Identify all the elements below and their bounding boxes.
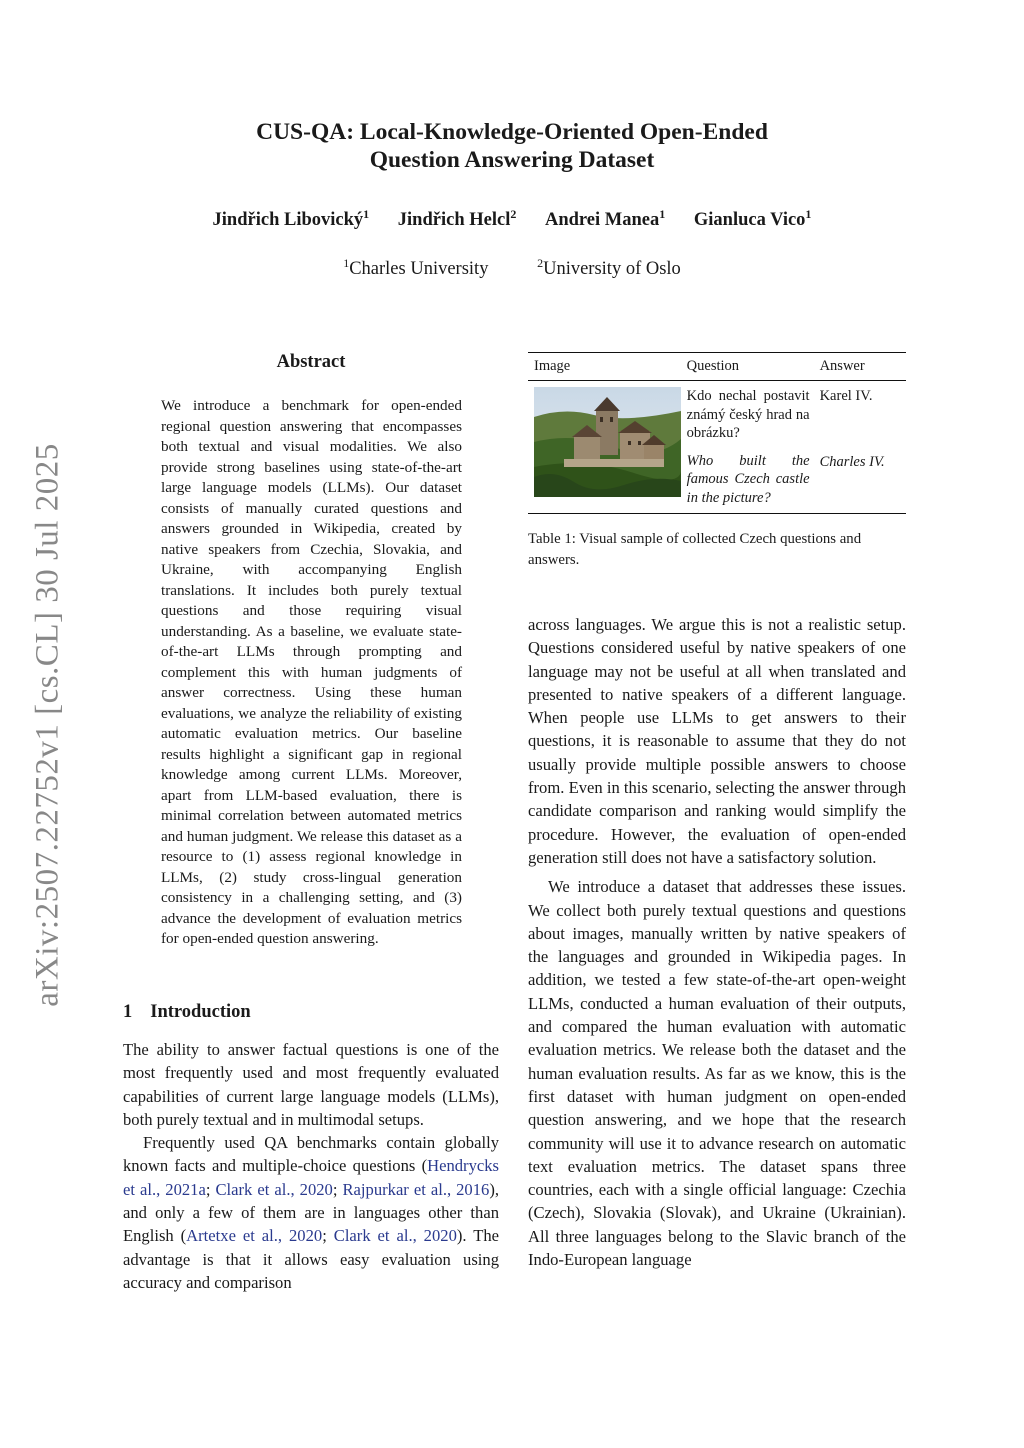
title-line-1: CUS-QA: Local-Knowledge-Oriented Open-Ended xyxy=(256,119,768,145)
table-cell-image xyxy=(528,387,687,507)
table-bottom-rule xyxy=(528,513,906,514)
answer-english: Charles IV. xyxy=(819,453,885,470)
author-1: Jindřich Libovický$^1$ xyxy=(212,206,370,230)
citation-hendrycks[interactable]: Hendrycks et al., 2021a xyxy=(123,1156,499,1199)
author-2: Jindřich Helcl$^2$ xyxy=(397,206,517,230)
abstract-text: We introduce a benchmark for open-ended regional question answering that encompasses both textual and visual modalities. We also provide strong baselines using state-of-the-art large language models (LLMs). Our dataset consists of manually curated questions and answers grounded in Wikipedia, created by native speakers from Czechia, Slovakia, and Ukraine, with accompanying English translations. It includes both purely textual questions and those requiring visual understanding. As a baseline, we evaluate state-of-the-art LLMs through prompting and complement this with human judgments of answer correctness. Using these human evaluations, we analyze the reliability of existing automatic evaluation metrics. Our baseline results highlight a significant gap in regional knowledge among current LLMs. Moreover, apart from LLM-based evaluation, there is minimal correlation between automated metrics and human judgment. We release this dataset as a resource to (1) assess regional knowledge in LLMs, (2) study cross-lingual generation consistency in a challenging setting, and (3) advance the development of evaluation metrics for open-ended question answering. xyxy=(161,397,462,947)
right-paragraph-2: We introduce a dataset that addresses these issues. We collect both purely textual questions and questions about images, manually written by native speakers of the languages and grounded in Wikipedia pages. In addition, we tested a few state-of-the-art open-weight LLMs, conducted a human evaluation of their outputs, and compared the human evaluation with automatic evaluation metrics. We release both the dataset and the human evaluation results. As far as we know, this is the first dataset with human judgment on open-ended question answering, and we hope that the research community will use it to advance research on automatic text evaluation metrics. The dataset spans three countries, each with a single official language: Czechia (Czech), Slovakia (Slovak), and Ukraine (Ukrainian). All three languages belong to the Slavic branch of the Indo-European language xyxy=(528,877,906,1270)
intro-paragraph-2: Frequently used QA benchmarks contain globally known facts and multiple-choice questions (Hendrycks et al., 2021a; Clark et al., 2020; Rajpurkar et al., 2016), and only a few of them are in languages other than English (Artetxe et al., 2020; Clark et al., 2020). The advantage is that it allows easy evaluation using accuracy and comparison xyxy=(123,1133,500,1292)
table-cell-answer xyxy=(810,387,906,507)
affiliation-list xyxy=(0,255,1024,280)
author-list xyxy=(0,206,1024,231)
table-header-image: Image xyxy=(534,358,571,374)
answer-czech: Karel IV. xyxy=(819,388,873,404)
title-line-2: Question Answering Dataset xyxy=(369,147,655,173)
abstract-heading: Abstract xyxy=(276,352,346,372)
introduction-right-column xyxy=(528,613,906,1271)
citation-clark[interactable]: Clark et al., 2020 xyxy=(215,1179,333,1199)
citation-clark-2[interactable]: Clark et al., 2020 xyxy=(333,1226,457,1246)
table-row xyxy=(528,381,906,513)
citation-artetxe[interactable]: Artetxe et al., 2020 xyxy=(186,1226,323,1246)
table-1 xyxy=(528,352,906,514)
table-cell-question xyxy=(687,387,810,507)
table-header-question: Question xyxy=(686,358,740,374)
intro-paragraph-1: The ability to answer factual questions is one of the most frequently used and most frequently evaluated capabilities of current large language models (LLMs), both purely textual and in multimodal setups. xyxy=(123,1040,499,1129)
introduction-left-column xyxy=(123,1038,499,1294)
section-heading-introduction: 1 Introduction xyxy=(123,1002,251,1022)
affiliation-2: $^2$University of Oslo xyxy=(537,255,681,279)
arxiv-identifier-stamp: arXiv:2507.22752v1 [cs.CL] 30 Jul 2025 xyxy=(29,443,66,1007)
question-czech: Kdo nechal postavit známý český hrad na obrázku? xyxy=(686,388,810,441)
table-header-row xyxy=(528,353,906,380)
citation-rajpurkar[interactable]: Rajpurkar et al., 2016 xyxy=(342,1179,490,1199)
table-header-answer: Answer xyxy=(819,358,865,374)
author-3: Andrei Manea$^1$ xyxy=(544,206,666,230)
castle-photo xyxy=(534,387,681,497)
author-4: Gianluca Vico$^1$ xyxy=(693,206,812,230)
question-english: Who built the famous Czech castle in the picture? xyxy=(686,452,810,506)
table-1-caption: Table 1: Visual sample of collected Czech questions and answers. xyxy=(528,531,862,568)
paper-title xyxy=(0,118,1024,174)
affiliation-1: $^1$Charles University xyxy=(343,255,489,279)
right-paragraph-1: across languages. We argue this is not a realistic setup. Questions considered useful by native speakers of one language may not be useful at all when translated and presented to native speakers of a different language. When people use LLMs to get answers to their questions, it is reasonable to assume that they do not usually provide multiple possible answers to choose from. Even in this scenario, selecting the answer through candidate comparison and ranking would simplify the procedure. However, the evaluation of open-ended generation still does not have a satisfactory solution. xyxy=(528,615,906,867)
